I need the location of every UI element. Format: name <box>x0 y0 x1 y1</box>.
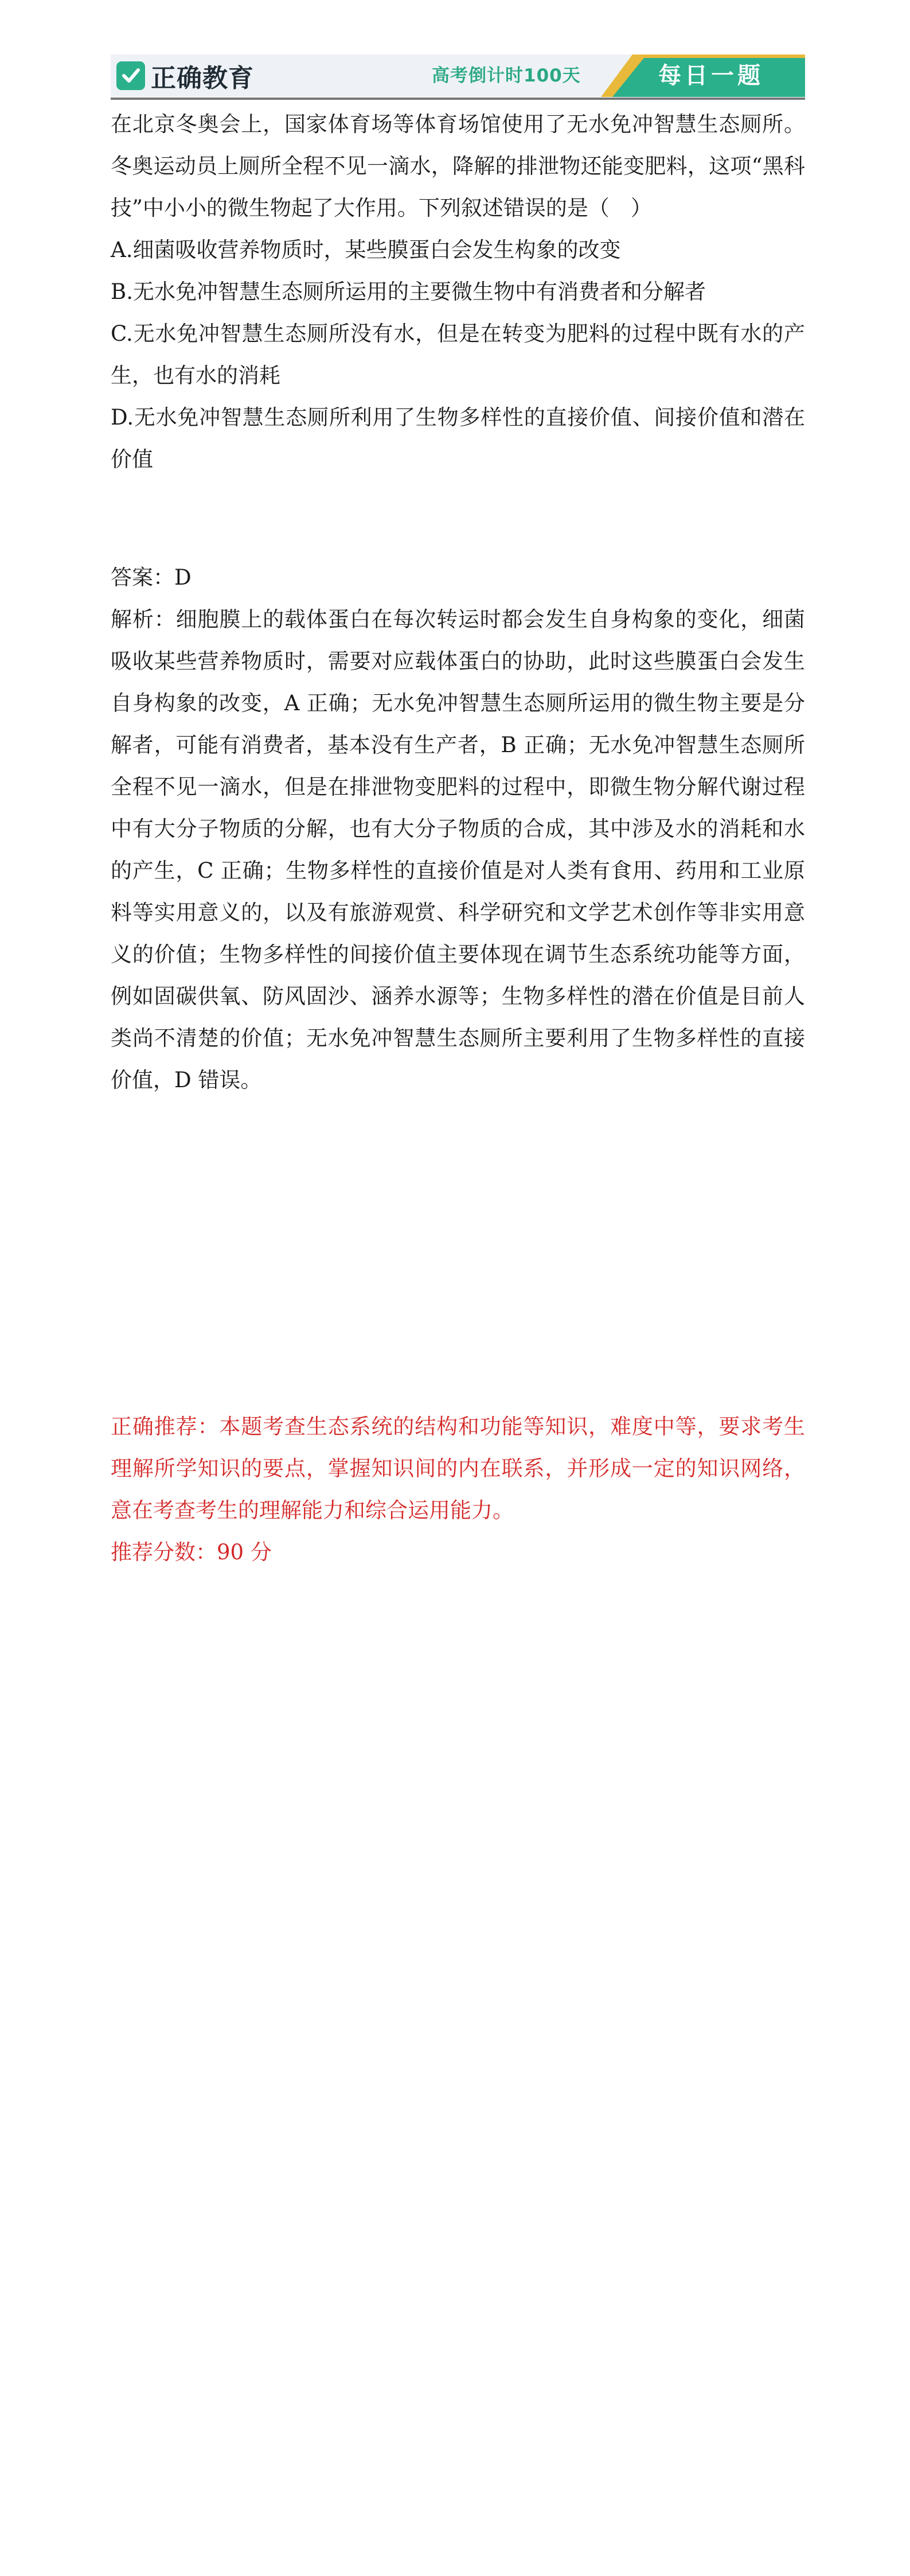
option-c: C.无水免冲智慧生态厕所没有水，但是在转变为肥料的过程中既有水的产生，也有水的消耗 <box>111 321 805 388</box>
question-block <box>111 103 805 480</box>
exam-countdown: 高考倒计时100天 <box>432 65 581 86</box>
recommendation-block <box>111 1406 805 1573</box>
check-icon <box>116 61 145 90</box>
recommendation-text: 正确推荐：本题考查生态系统的结构和功能等知识，难度中等，要求考生理解所学知识的要点，掌握知识间的内在联系，并形成一定的知识网络，意在考查考生的理解能力和综合运用能力。 <box>111 1414 805 1523</box>
header-divider <box>111 98 805 100</box>
option-d: D.无水免冲智慧生态厕所利用了生物多样性的直接价值、间接价值和潜在价值 <box>111 405 805 472</box>
question-stem: 在北京冬奥会上，国家体育场等体育场馆使用了无水免冲智慧生态厕所。冬奥运动员上厕所全程不见一滴水，降解的排泄物还能变肥料，这项“黑科技”中小小的微生物起了大作用。下列叙述错误的是（ ） <box>111 112 805 220</box>
brand-name: 正确教育 <box>151 64 254 93</box>
header-banner <box>111 55 805 97</box>
analysis-text: 解析：细胞膜上的载体蛋白在每次转运时都会发生自身构象的变化，细菌吸收某些营养物质时，需要对应载体蛋白的协助，此时这些膜蛋白会发生自身构象的改变，A 正确；无水免冲智慧生态厕所运用的微生物主要是分解者，可能有消费者，基本没有生产者，B 正确；无水免冲智慧生态厕所全程不见一滴水，但是在排泄物变肥料的过程中，即微生物分解代谢过程中有大分子物质的分解，也有大分子物质的合成，其中涉及水的消耗和水的产生，C 正确；生物多样性的直接价值是对人类有食用、药用和工业原料等实用意义的，以及有旅游观赏、科学研究和文学艺术创作等非实用意义的价值；生物多样性的间接价值主要体现在调节生态系统功能等方面，例如固碳供氧、防风固沙、涵养水源等；生物多样性的潜在价值是目前人类尚不清楚的价值；无水免冲智慧生态厕所主要利用了生物多样性的直接价值，D 错误。 <box>111 607 805 1092</box>
daily-question-label: 每日一题 <box>658 63 764 89</box>
recommended-score: 推荐分数：90 分 <box>111 1540 272 1565</box>
answer-line: 答案：D <box>111 565 192 590</box>
option-b: B.无水免冲智慧生态厕所运用的主要微生物中有消费者和分解者 <box>111 279 706 304</box>
brand <box>116 60 254 91</box>
answer-block <box>111 557 805 1101</box>
option-a: A.细菌吸收营养物质时，某些膜蛋白会发生构象的改变 <box>111 238 621 262</box>
